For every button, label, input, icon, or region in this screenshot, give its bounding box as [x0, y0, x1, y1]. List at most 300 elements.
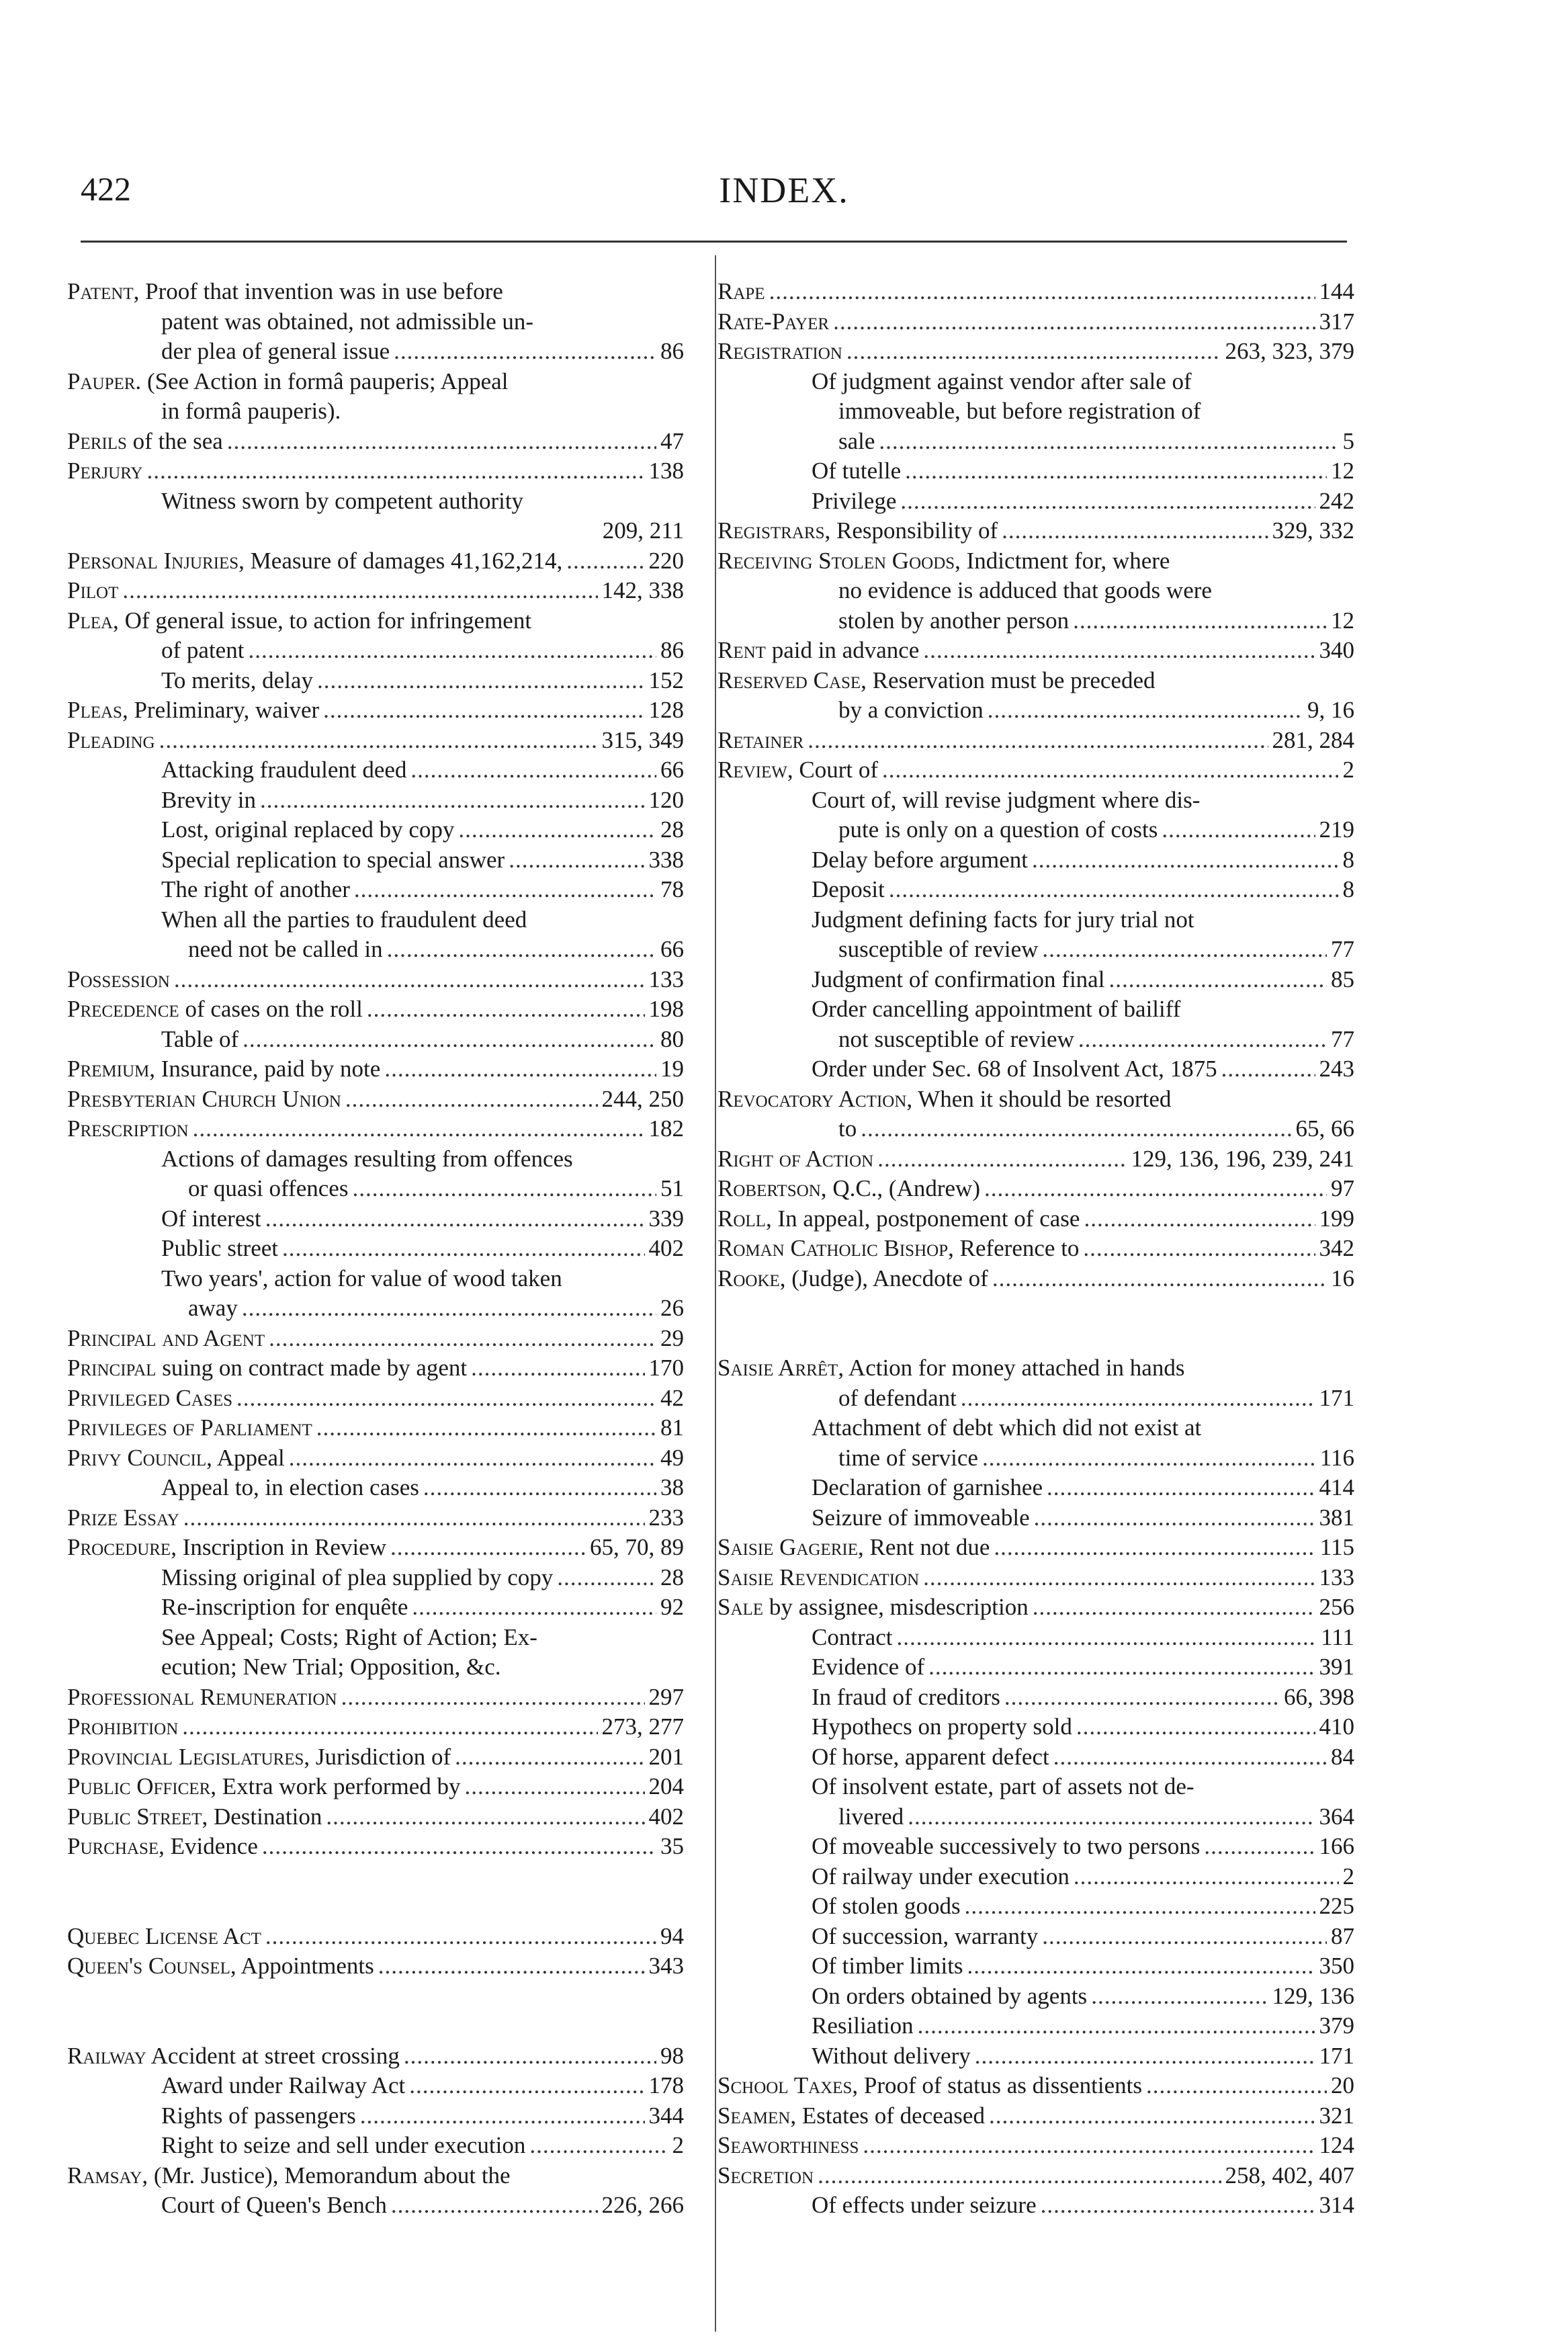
dot-leader [345, 1085, 598, 1115]
entry-text [161, 1563, 553, 1593]
entry-heading: Review, [717, 757, 793, 783]
index-entry [717, 2161, 1354, 2191]
dot-leader [1004, 1683, 1280, 1713]
index-column-right [717, 277, 1354, 2221]
entry-description: livered [838, 1803, 904, 1830]
page-reference: 5 [1342, 427, 1354, 454]
index-entry [717, 726, 1354, 756]
page-reference: 86 [660, 637, 684, 663]
entry-text [717, 2101, 985, 2131]
index-subentry [717, 815, 1354, 845]
index-entry [717, 516, 1354, 546]
index-continuation-line: Order cancelling appointment of bailiff [812, 996, 1181, 1022]
page-reference: 402 [648, 1803, 684, 1830]
index-continuation-line: in formâ pauperis). [161, 398, 341, 424]
entry-heading: Railway [67, 2042, 146, 2069]
entry-text [67, 994, 363, 1025]
entry-description: Appeal [216, 1444, 285, 1471]
entry-heading: Robertson, [717, 1175, 827, 1201]
index-entry [67, 965, 684, 995]
page-reference: 315, 349 [601, 726, 684, 753]
dot-leader [989, 2101, 1315, 2131]
entry-description: Rent not due [869, 1534, 990, 1560]
page-reference: 182 [648, 1115, 684, 1142]
page-reference: 86 [660, 338, 684, 364]
dot-leader [265, 1204, 645, 1234]
page-reference: 28 [660, 1564, 684, 1590]
entry-description: Public street [161, 1235, 278, 1261]
index-entry [67, 367, 684, 397]
page-reference: 178 [648, 2072, 684, 2098]
index-entry [67, 1951, 684, 1982]
index-continuation-line: immoveable, but before registration of [838, 398, 1201, 424]
dot-leader [982, 1443, 1316, 1474]
entry-description: Indictment for, where [966, 547, 1170, 574]
dot-leader [861, 1114, 1291, 1144]
header-rule [81, 241, 1347, 243]
dot-leader [882, 755, 1338, 785]
entry-description: When it should be resorted [918, 1085, 1172, 1112]
page-reference: 65, 66 [1295, 1115, 1354, 1142]
dot-leader [182, 1712, 597, 1742]
index-subentry [67, 2131, 684, 2161]
index-continuation-line: patent was obtained, not admissible un- [161, 308, 534, 335]
page-reference: 344 [648, 2102, 684, 2129]
page-reference: 199 [1319, 1205, 1354, 1232]
entry-text [67, 1114, 189, 1144]
dot-leader [1204, 1832, 1315, 1862]
page-reference: 142, 338 [601, 577, 684, 603]
entry-heading: Pleading [67, 726, 155, 753]
entry-description: Of horse, apparent defect [812, 1743, 1049, 1770]
index-entry [67, 2041, 684, 2072]
index-continuation-line: Court of, will revise judgment where dis- [812, 786, 1201, 813]
index-subentry [717, 1623, 1354, 1653]
dot-leader [354, 875, 656, 905]
index-entry [67, 2161, 684, 2191]
entry-text [67, 1832, 258, 1862]
entry-heading: Reserved Case, [717, 667, 867, 693]
entry-heading: Sale [717, 1594, 764, 1620]
entry-text [67, 606, 531, 636]
page-reference: 94 [660, 1922, 684, 1949]
dot-leader [317, 666, 645, 696]
entry-heading: Perjury [67, 458, 143, 484]
page-reference: 144 [1319, 278, 1354, 304]
index-entry [67, 1114, 684, 1144]
entry-heading: Perils [67, 427, 127, 454]
index-entry [717, 2071, 1354, 2101]
dot-leader [390, 1533, 586, 1563]
index-subentry [717, 1892, 1354, 1922]
index-entry [717, 755, 1354, 785]
dot-leader [1146, 2071, 1327, 2101]
entry-heading: Quebec License Act [67, 1922, 261, 1949]
dot-leader [248, 636, 656, 666]
entry-text [812, 456, 901, 486]
entry-description: of defendant [838, 1384, 957, 1411]
entry-heading: Rape [717, 278, 765, 304]
entry-text [812, 845, 1028, 876]
dot-leader [923, 636, 1315, 666]
entry-text [812, 2191, 1037, 2221]
entry-text [838, 1443, 978, 1474]
index-subentry [67, 785, 684, 816]
entry-heading: Secretion [717, 2162, 814, 2189]
index-entry [717, 546, 1354, 577]
entry-description: Reservation must be preceded [872, 667, 1156, 693]
entry-text [67, 1802, 322, 1832]
page-reference: 391 [1319, 1654, 1354, 1680]
dot-leader [262, 1832, 656, 1862]
dot-leader [1108, 965, 1327, 995]
dot-leader [1083, 1234, 1315, 1264]
index-subentry [717, 1054, 1354, 1085]
page-reference: 49 [660, 1444, 684, 1471]
page-reference: 38 [660, 1474, 684, 1500]
index-subentry [67, 845, 684, 876]
page-reference: 80 [660, 1025, 684, 1052]
page-reference: 171 [1319, 1384, 1354, 1411]
entry-description: Attacking fraudulent deed [161, 757, 407, 783]
dot-leader [1053, 1742, 1327, 1773]
index-continuation-line: When all the parties to fraudulent deed [161, 906, 527, 933]
index-entry [67, 456, 684, 486]
entry-description: Of timber limits [812, 1953, 963, 1979]
page-reference: 220 [648, 547, 684, 574]
entry-text [812, 965, 1104, 995]
entry-text [161, 2101, 356, 2131]
page-reference: 219 [1319, 816, 1354, 843]
page-reference: 138 [648, 458, 684, 484]
entry-description: Missing original of plea supplied by copy [161, 1564, 554, 1590]
entry-text [717, 277, 765, 307]
entry-text [812, 1922, 1038, 1952]
dot-leader [410, 755, 656, 785]
entry-text [838, 1802, 904, 1832]
entry-text [67, 1951, 374, 1982]
index-continuation-line: Of judgment against vendor after sale of [812, 368, 1192, 394]
entry-text [67, 1712, 178, 1742]
index-subentry [717, 695, 1354, 726]
dot-leader [1221, 1054, 1315, 1085]
entry-heading: Privy Council, [67, 1444, 212, 1471]
dot-leader [1041, 2191, 1315, 2221]
dot-leader [1002, 516, 1268, 546]
entry-description: of the sea [132, 427, 223, 454]
entry-description: Re-inscription for enquête [161, 1594, 408, 1620]
entry-text [717, 1234, 1079, 1264]
index-entry [67, 1054, 684, 1085]
entry-description: Seizure of immoveable [812, 1504, 1030, 1531]
index-entry [67, 1413, 684, 1443]
index-subentry [717, 1802, 1354, 1832]
page-reference: 198 [648, 996, 684, 1022]
page-reference: 26 [660, 1295, 684, 1321]
index-continuation-line: no evidence is adduced that goods were [838, 577, 1212, 603]
index-entry [717, 277, 1354, 307]
index-entry [67, 1443, 684, 1474]
entry-text [67, 546, 562, 577]
entry-text [67, 1922, 261, 1952]
entry-text [161, 1473, 419, 1503]
page-reference: 233 [648, 1504, 684, 1531]
entry-heading: Purchase, [67, 1833, 165, 1859]
entry-text [67, 277, 503, 307]
entry-description: away [188, 1295, 238, 1321]
entry-text [812, 1951, 963, 1982]
dot-leader [458, 815, 656, 845]
dot-leader [394, 337, 656, 367]
dot-leader [918, 2011, 1315, 2041]
entry-text [161, 815, 454, 845]
entry-description: Measure of damages 41,162,214, [250, 547, 563, 574]
entry-heading: Principal and Agent [67, 1324, 265, 1351]
index-subentry [717, 2011, 1354, 2041]
dot-leader [967, 1951, 1315, 1982]
entry-text [717, 1144, 873, 1175]
entry-text [67, 1413, 312, 1443]
index-subentry [67, 1293, 684, 1324]
index-subentry [717, 875, 1354, 905]
dot-leader [265, 1922, 656, 1952]
dot-leader [1162, 815, 1315, 845]
entry-heading: Pilot [67, 577, 119, 603]
entry-text [67, 1085, 341, 1115]
page-reference: 65, 70, 89 [590, 1534, 684, 1560]
page-reference: 129, 136 [1272, 1982, 1354, 2009]
entry-description: Of interest [161, 1205, 261, 1232]
entry-text [161, 2131, 525, 2161]
index-entry [67, 1324, 684, 1354]
entry-heading: Seamen, [717, 2102, 797, 2129]
index-subentry [717, 1473, 1354, 1503]
entry-description: pute is only on a question of costs [838, 816, 1158, 843]
entry-text [838, 1025, 1074, 1055]
entry-heading: Plea, [67, 607, 119, 634]
entry-description: Inscription in Review [182, 1534, 386, 1560]
page-reference: 379 [1319, 2012, 1354, 2039]
index-entry [67, 726, 684, 756]
entry-description: Delay before argument [812, 846, 1028, 873]
page-reference: 28 [660, 816, 684, 843]
index-entry [717, 1144, 1354, 1175]
index-entry [67, 606, 684, 636]
entry-heading: Ramsay, [67, 2162, 148, 2189]
entry-description: (Judge), Anecdote of [791, 1265, 988, 1291]
entry-heading: Premium, [67, 1056, 155, 1082]
index-entry [717, 1533, 1354, 1563]
index-continuation-line: Of insolvent estate, part of assets not de- [812, 1773, 1194, 1799]
entry-text [717, 1533, 990, 1563]
entry-text [161, 1234, 278, 1264]
index-subentry [717, 1982, 1354, 2012]
page-title: INDEX. [719, 170, 849, 210]
entry-description: Special replication to special answer [161, 846, 505, 873]
index-continuation-line: ecution; New Trial; Opposition, &c. [161, 1654, 501, 1680]
entry-text [67, 726, 155, 756]
entry-description: Privilege [812, 487, 897, 514]
entry-description: To merits, delay [161, 667, 313, 693]
entry-text [161, 755, 406, 785]
page-reference: 329, 332 [1272, 517, 1354, 544]
entry-text [161, 2071, 405, 2101]
page-reference: 12 [1331, 607, 1354, 634]
entry-description: Preliminary, waiver [134, 697, 320, 723]
page-reference: 242 [1319, 487, 1354, 514]
entry-text [67, 367, 508, 397]
page-reference: 2 [672, 2132, 684, 2158]
entry-text [67, 1742, 451, 1773]
column-divider [715, 255, 716, 2332]
dot-leader [984, 1174, 1327, 1204]
entry-description: susceptible of review [838, 936, 1039, 962]
entry-text [161, 785, 256, 816]
entry-text [67, 2161, 511, 2191]
page-reference: 2 [1342, 757, 1354, 783]
page-reference: 225 [1319, 1893, 1354, 1919]
page-reference: 92 [660, 1594, 684, 1620]
page-reference: 314 [1319, 2192, 1354, 2218]
dot-leader [183, 1503, 645, 1533]
dot-leader [423, 1473, 656, 1503]
entry-description: Of succession, warranty [812, 1922, 1039, 1949]
dot-leader [923, 1563, 1315, 1593]
entry-description: Deposit [812, 876, 885, 902]
entry-text [67, 1384, 232, 1414]
entry-description: Right to seize and sell under execution [161, 2132, 526, 2158]
dot-leader [387, 935, 656, 965]
index-subentry [67, 815, 684, 845]
dot-leader [391, 2191, 598, 2221]
entry-text [717, 755, 878, 785]
dot-leader [1033, 1592, 1315, 1623]
entry-text [67, 695, 319, 726]
index-entry [67, 546, 684, 577]
page-reference: 29 [660, 1324, 684, 1351]
dot-leader [455, 1742, 644, 1773]
entry-description: Of stolen goods [812, 1893, 961, 1919]
page-reference: 256 [1319, 1594, 1354, 1620]
dot-leader [905, 456, 1327, 486]
page-reference: 297 [648, 1683, 684, 1710]
index-subentry [67, 1025, 684, 1055]
dot-leader [1078, 1025, 1327, 1055]
page-reference: 20 [1331, 2072, 1354, 2098]
entry-description: In appeal, postponement of case [777, 1205, 1080, 1232]
index-subentry [717, 1742, 1354, 1773]
entry-text [812, 1683, 1000, 1713]
dot-leader [897, 1623, 1317, 1653]
page-reference: 35 [660, 1833, 684, 1859]
entry-text [161, 636, 244, 666]
page-reference: 77 [1331, 936, 1354, 962]
dot-leader [1076, 1712, 1315, 1742]
entry-text [67, 1683, 337, 1713]
index-entry [67, 1503, 684, 1533]
index-subentry [717, 2191, 1354, 2221]
index-entry [67, 427, 684, 457]
index-subentry [717, 1443, 1354, 1474]
entry-description: Insurance, paid by note [161, 1056, 381, 1082]
page-reference: 116 [1319, 1444, 1354, 1471]
page-reference: 263, 323, 379 [1225, 338, 1354, 364]
entry-text [812, 2011, 914, 2041]
page-reference: 204 [648, 1773, 684, 1799]
entry-text [67, 1772, 460, 1802]
index-entry [717, 1353, 1354, 1384]
entry-description: or quasi offences [188, 1175, 349, 1201]
index-subentry [67, 1592, 684, 1623]
entry-text [188, 1174, 348, 1204]
page-reference: 8 [1342, 876, 1354, 902]
page-reference: 111 [1321, 1623, 1354, 1650]
entry-heading: Rate-Payer [717, 308, 830, 335]
index-subentry [717, 1114, 1354, 1144]
entry-heading: Provincial Legislatures, [67, 1743, 310, 1770]
dot-leader [227, 427, 656, 457]
page-reference: 317 [1319, 308, 1354, 335]
dot-leader [147, 456, 645, 486]
entry-description: (See Action in formâ pauperis; Appeal [146, 368, 509, 394]
page-reference: 124 [1319, 2132, 1354, 2158]
dot-leader [289, 1443, 656, 1474]
entry-text [717, 2161, 814, 2191]
entry-text [67, 1324, 265, 1354]
entry-description: Destination [213, 1803, 322, 1830]
page-reference: 133 [648, 966, 684, 992]
entry-description: Judgment of confirmation final [812, 966, 1105, 992]
entry-heading: Privileged Cases [67, 1384, 232, 1411]
entry-text [812, 1982, 1087, 2012]
page-reference: 19 [660, 1056, 684, 1082]
index-continuation-line: Attachment of debt which did not exist at [812, 1414, 1202, 1441]
index-subentry [67, 1563, 684, 1593]
entry-heading: Registrars, [717, 517, 831, 544]
dot-leader [378, 1951, 645, 1982]
entry-text [67, 1054, 380, 1085]
entry-description: Appointments [241, 1953, 374, 1979]
page-reference: 364 [1319, 1803, 1354, 1830]
entry-heading: Registration [717, 338, 842, 364]
entry-text [67, 1443, 285, 1474]
index-continuation-line: 209, 211 [602, 517, 684, 544]
page-reference: 381 [1319, 1504, 1354, 1531]
page-reference: 171 [1319, 2042, 1354, 2069]
entry-heading: Roll, [717, 1205, 772, 1232]
entry-description: Q.C., (Andrew) [832, 1175, 980, 1201]
entry-description: Proof that invention was in use before [145, 278, 503, 304]
dot-leader [808, 726, 1268, 756]
dot-leader [316, 1413, 656, 1443]
entry-text [717, 516, 998, 546]
dot-leader [992, 1264, 1327, 1294]
dot-leader [961, 1384, 1315, 1414]
index-subentry [717, 1712, 1354, 1742]
entry-text [812, 1503, 1030, 1533]
index-entry [717, 636, 1354, 666]
page-reference: 414 [1319, 1474, 1354, 1500]
page-reference: 243 [1319, 1056, 1354, 1082]
entry-text [812, 1652, 924, 1683]
index-subentry [717, 606, 1354, 636]
entry-description: to [838, 1115, 857, 1142]
index-entry [67, 1922, 684, 1952]
dot-leader [260, 785, 645, 816]
dot-leader [471, 1353, 644, 1384]
index-entry [67, 1832, 684, 1862]
entry-text [717, 1204, 1080, 1234]
